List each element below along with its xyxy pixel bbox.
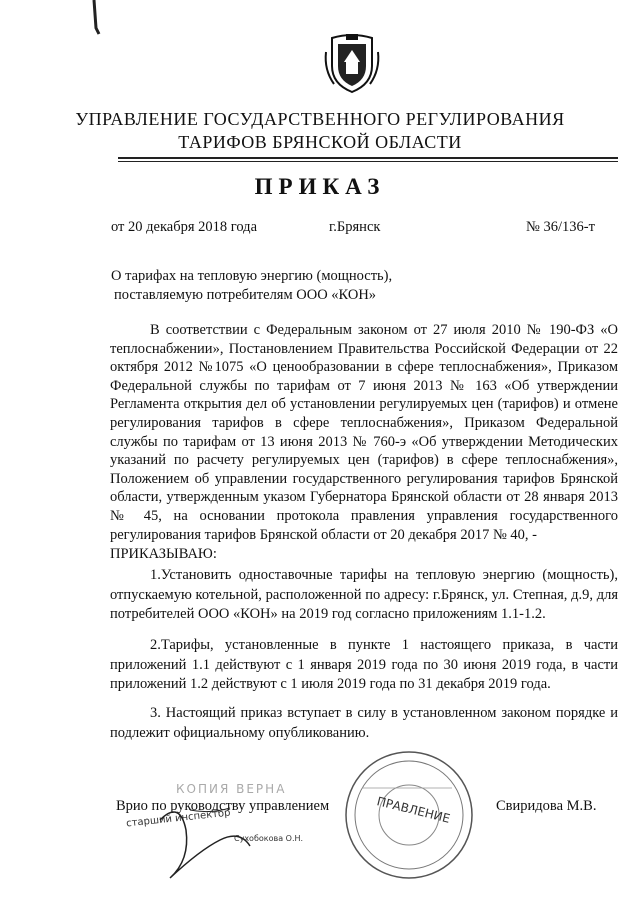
order-number: № 36/136-т — [526, 219, 595, 235]
subject-line1: О тарифах на тепловую энергию (мощность), — [111, 268, 393, 284]
subject-line2: поставляемую потребителям ООО «КОН» — [114, 287, 377, 303]
signatory-position: Врио по руководству управлением — [116, 798, 330, 814]
seal-text: ПРАВЛЕНИЕ — [375, 794, 452, 826]
organization-name-line1: УПРАВЛЕНИЕ ГОСУДАРСТВЕННОГО РЕГУЛИРОВАНИЯ — [75, 109, 565, 129]
order-subject — [111, 267, 392, 305]
order-item-3: 3. Настоящий приказ вступает в силу в установленном законом порядке и подлежит официальному опубликованию. — [110, 705, 618, 741]
signatory-name: Свиридова М.В. — [496, 798, 597, 814]
inspector-name: Сухобокова О.Н. — [234, 834, 304, 843]
coat-of-arms-emblem — [322, 32, 382, 94]
order-city: г.Брянск — [329, 219, 381, 235]
organization-name-line2: ТАРИФОВ БРЯНСКОЙ ОБЛАСТИ — [178, 132, 462, 152]
preamble-paragraph: В соответствии с Федеральным законом от 27 июля 2010 № 190-ФЗ «О теплоснабжении», Постановлением Правительства Российской Федерации от 22 октября 2012 №1075 «О ценообразовании в сфере теплоснабжения», Приказом Федеральной службы по тарифам от 7 июня 2013 № 163 «Об утверждении Регламента открытия дел об установлении регулируемых цен (тарифов) и отмене регулирования тарифов в сфере теплоснабжения», Приказом Федеральной службы по тарифам от 13 июня 2013 № 760-э «Об утверждении Методических указаний по расчету регулируемых цен (тарифов) в сфере теплоснабжения», Положением об управлении государственного регулирования тарифов Брянской области, утвержденным указом Губернатора Брянской области от 28 января 2013 № 45, на основании протокола правления управления государственного регулирования тарифов Брянской области от 20 декабря 2017 № 40, - — [110, 322, 618, 543]
official-seal — [342, 748, 476, 882]
order-date: от 20 декабря 2018 года — [111, 219, 257, 235]
order-item-1: 1.Установить одноставочные тарифы на тепловую энергию (мощность), отпускаемую котельной, расположенной по адресу: г.Брянск, ул. Степная, д.9, для потребителей ООО «КОН» на 2019 год согласно приложениям 1.1-1.2. — [110, 567, 618, 622]
scan-mark — [88, 0, 102, 36]
inspector-title: старший инспектор — [125, 807, 231, 830]
order-word: ПРИКАЗЫВАЮ: — [110, 546, 217, 562]
copy-certified-mark: КОПИЯ ВЕРНА — [176, 782, 287, 796]
document-title: ПРИКАЗ — [254, 174, 386, 199]
header-rule — [118, 157, 618, 159]
header-rule-thin — [118, 161, 618, 162]
handwritten-signature — [150, 790, 270, 890]
order-item-2: 2.Тарифы, установленные в пункте 1 настоящего приказа, в части приложений 1.1 действуют с 1 января 2019 года по 30 июня 2019 года, в части приложений 1.2 действуют с 1 июля 2019 года по 31 декабря 2019 года. — [110, 637, 618, 692]
